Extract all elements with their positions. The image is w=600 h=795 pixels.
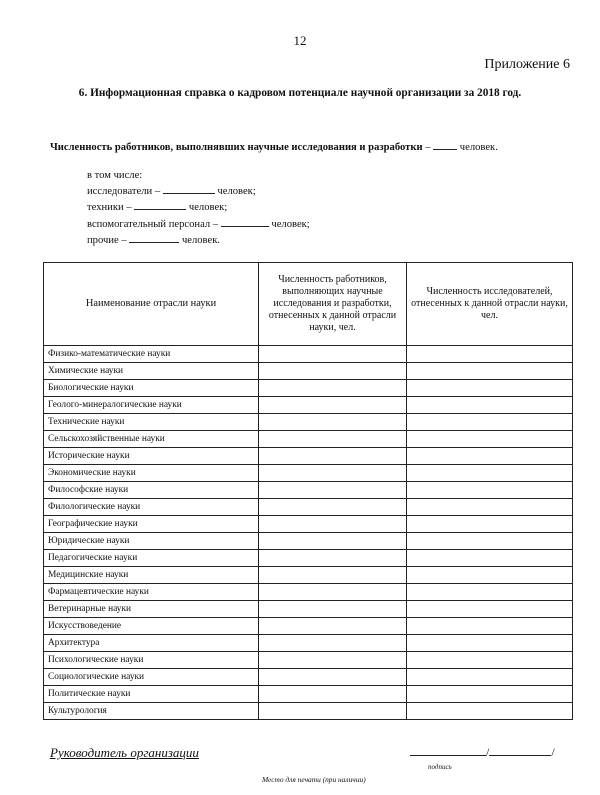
- staff-count-cell[interactable]: [259, 533, 407, 550]
- table-row: [44, 703, 573, 720]
- branch-name-cell: Юридические науки: [44, 533, 259, 550]
- branch-name-cell: Фармацевтические науки: [44, 584, 259, 601]
- researcher-count-cell[interactable]: [407, 703, 573, 720]
- branch-name-cell: Искусствоведение: [44, 618, 259, 635]
- researcher-count-cell[interactable]: [407, 635, 573, 652]
- table-row: [44, 397, 573, 414]
- header-branch-name: Наименование отрасли науки: [44, 263, 259, 346]
- staff-total-unit: человек.: [457, 142, 498, 153]
- name-blank: [489, 745, 551, 756]
- document-heading: 6. Информационная справка о кадровом потенциале научной организации за 2018 год.: [78, 87, 522, 99]
- staff-total-line: [50, 140, 498, 153]
- branch-name-cell: Медицинские науки: [44, 567, 259, 584]
- researcher-count-cell[interactable]: [407, 516, 573, 533]
- staff-count-cell[interactable]: [259, 465, 407, 482]
- breakdown-item-unit: человек;: [186, 202, 228, 214]
- header-staff-count: Численность работников, выполняющих научные исследования и разработки, отнесенных к данной отрасли науки, чел.: [259, 263, 407, 346]
- researcher-count-cell[interactable]: [407, 397, 573, 414]
- staff-count-cell[interactable]: [259, 397, 407, 414]
- table-row: [44, 533, 573, 550]
- staff-count-cell[interactable]: [259, 635, 407, 652]
- staff-count-cell[interactable]: [259, 499, 407, 516]
- table-row: [44, 499, 573, 516]
- table-row: [44, 669, 573, 686]
- researcher-count-cell[interactable]: [407, 533, 573, 550]
- breakdown-item-blank: [163, 184, 215, 194]
- staff-count-cell[interactable]: [259, 431, 407, 448]
- researcher-count-cell[interactable]: [407, 584, 573, 601]
- staff-count-cell[interactable]: [259, 703, 407, 720]
- staff-count-cell[interactable]: [259, 363, 407, 380]
- breakdown-item: [87, 233, 310, 249]
- staff-count-cell[interactable]: [259, 584, 407, 601]
- table-row: [44, 516, 573, 533]
- stamp-caption: Место для печати (при наличии): [262, 775, 366, 784]
- breakdown-item: [87, 217, 310, 233]
- table-row: [44, 618, 573, 635]
- researcher-count-cell[interactable]: [407, 448, 573, 465]
- branch-name-cell: Архитектура: [44, 635, 259, 652]
- table-row: [44, 652, 573, 669]
- appendix-label: Приложение 6: [484, 57, 570, 72]
- researcher-count-cell[interactable]: [407, 567, 573, 584]
- staff-total-blank: [433, 140, 457, 150]
- breakdown-item-label: прочие –: [87, 234, 130, 246]
- table-row: [44, 635, 573, 652]
- table-row: [44, 346, 573, 363]
- researcher-count-cell[interactable]: [407, 601, 573, 618]
- branch-name-cell: Социологические науки: [44, 669, 259, 686]
- table-row: [44, 601, 573, 618]
- branch-name-cell: Геолого-минералогические науки: [44, 397, 259, 414]
- staff-breakdown: [87, 168, 310, 249]
- table-row: [44, 584, 573, 601]
- breakdown-item: [87, 184, 310, 200]
- branch-name-cell: Ветеринарные науки: [44, 601, 259, 618]
- signature-blank: [410, 745, 486, 756]
- staff-count-cell[interactable]: [259, 686, 407, 703]
- researcher-count-cell[interactable]: [407, 652, 573, 669]
- branch-name-cell: Психологические науки: [44, 652, 259, 669]
- page-number: 12: [293, 33, 307, 48]
- science-branches-table: [43, 262, 573, 720]
- staff-count-cell[interactable]: [259, 550, 407, 567]
- branch-name-cell: Педагогические науки: [44, 550, 259, 567]
- breakdown-item-unit: человек;: [214, 186, 256, 198]
- staff-count-cell[interactable]: [259, 601, 407, 618]
- breakdown-item-label: исследователи –: [87, 186, 163, 198]
- signature-line: [410, 745, 555, 760]
- researcher-count-cell[interactable]: [407, 550, 573, 567]
- staff-count-cell[interactable]: [259, 346, 407, 363]
- researcher-count-cell[interactable]: [407, 431, 573, 448]
- staff-count-cell[interactable]: [259, 618, 407, 635]
- breakdown-item-unit: человек;: [268, 218, 310, 230]
- table-row: [44, 363, 573, 380]
- staff-count-cell[interactable]: [259, 482, 407, 499]
- table-row: [44, 448, 573, 465]
- branch-name-cell: Филологические науки: [44, 499, 259, 516]
- researcher-count-cell[interactable]: [407, 414, 573, 431]
- branch-name-cell: Сельскохозяйственные науки: [44, 431, 259, 448]
- researcher-count-cell[interactable]: [407, 380, 573, 397]
- researcher-count-cell[interactable]: [407, 618, 573, 635]
- branch-name-cell: Физико-математические науки: [44, 346, 259, 363]
- branch-name-cell: Культурология: [44, 703, 259, 720]
- breakdown-intro: в том числе:: [87, 170, 143, 181]
- table-row: [44, 482, 573, 499]
- staff-total-dash: –: [422, 142, 434, 153]
- breakdown-item-unit: человек.: [179, 234, 220, 246]
- breakdown-item-blank: [221, 217, 269, 227]
- table-row: [44, 431, 573, 448]
- signature-separator-end: /: [551, 745, 555, 759]
- branch-name-cell: Исторические науки: [44, 448, 259, 465]
- header-researcher-count: Численность исследователей, отнесенных к данной отрасли науки, чел.: [407, 263, 573, 346]
- breakdown-item-label: вспомогательный персонал –: [87, 218, 221, 230]
- table-row: [44, 414, 573, 431]
- table-header-row: [44, 263, 573, 346]
- staff-count-cell[interactable]: [259, 652, 407, 669]
- breakdown-item-label: техники –: [87, 202, 135, 214]
- signature-separator: /: [486, 745, 490, 759]
- signature-caption: подпись: [428, 763, 452, 771]
- researcher-count-cell[interactable]: [407, 669, 573, 686]
- staff-count-cell[interactable]: [259, 380, 407, 397]
- branch-name-cell: Биологические науки: [44, 380, 259, 397]
- branch-name-cell: Географические науки: [44, 516, 259, 533]
- breakdown-item-blank: [134, 200, 186, 210]
- head-of-organization-label: Руководитель организации: [50, 745, 199, 760]
- breakdown-item-blank: [129, 233, 179, 243]
- researcher-count-cell[interactable]: [407, 465, 573, 482]
- staff-count-cell[interactable]: [259, 414, 407, 431]
- staff-count-cell[interactable]: [259, 448, 407, 465]
- table-row: [44, 380, 573, 397]
- table-row: [44, 550, 573, 567]
- branch-name-cell: Политические науки: [44, 686, 259, 703]
- researcher-count-cell[interactable]: [407, 499, 573, 516]
- branch-name-cell: Философские науки: [44, 482, 259, 499]
- researcher-count-cell[interactable]: [407, 363, 573, 380]
- researcher-count-cell[interactable]: [407, 346, 573, 363]
- branch-name-cell: Экономические науки: [44, 465, 259, 482]
- staff-count-cell[interactable]: [259, 516, 407, 533]
- researcher-count-cell[interactable]: [407, 686, 573, 703]
- staff-count-cell[interactable]: [259, 567, 407, 584]
- breakdown-item: [87, 200, 310, 216]
- table-row: [44, 465, 573, 482]
- table-row: [44, 686, 573, 703]
- staff-count-cell[interactable]: [259, 669, 407, 686]
- staff-total-label: Численность работников, выполнявших научные исследования и разработки: [50, 142, 423, 153]
- researcher-count-cell[interactable]: [407, 482, 573, 499]
- table-row: [44, 567, 573, 584]
- branch-name-cell: Химические науки: [44, 363, 259, 380]
- branch-name-cell: Технические науки: [44, 414, 259, 431]
